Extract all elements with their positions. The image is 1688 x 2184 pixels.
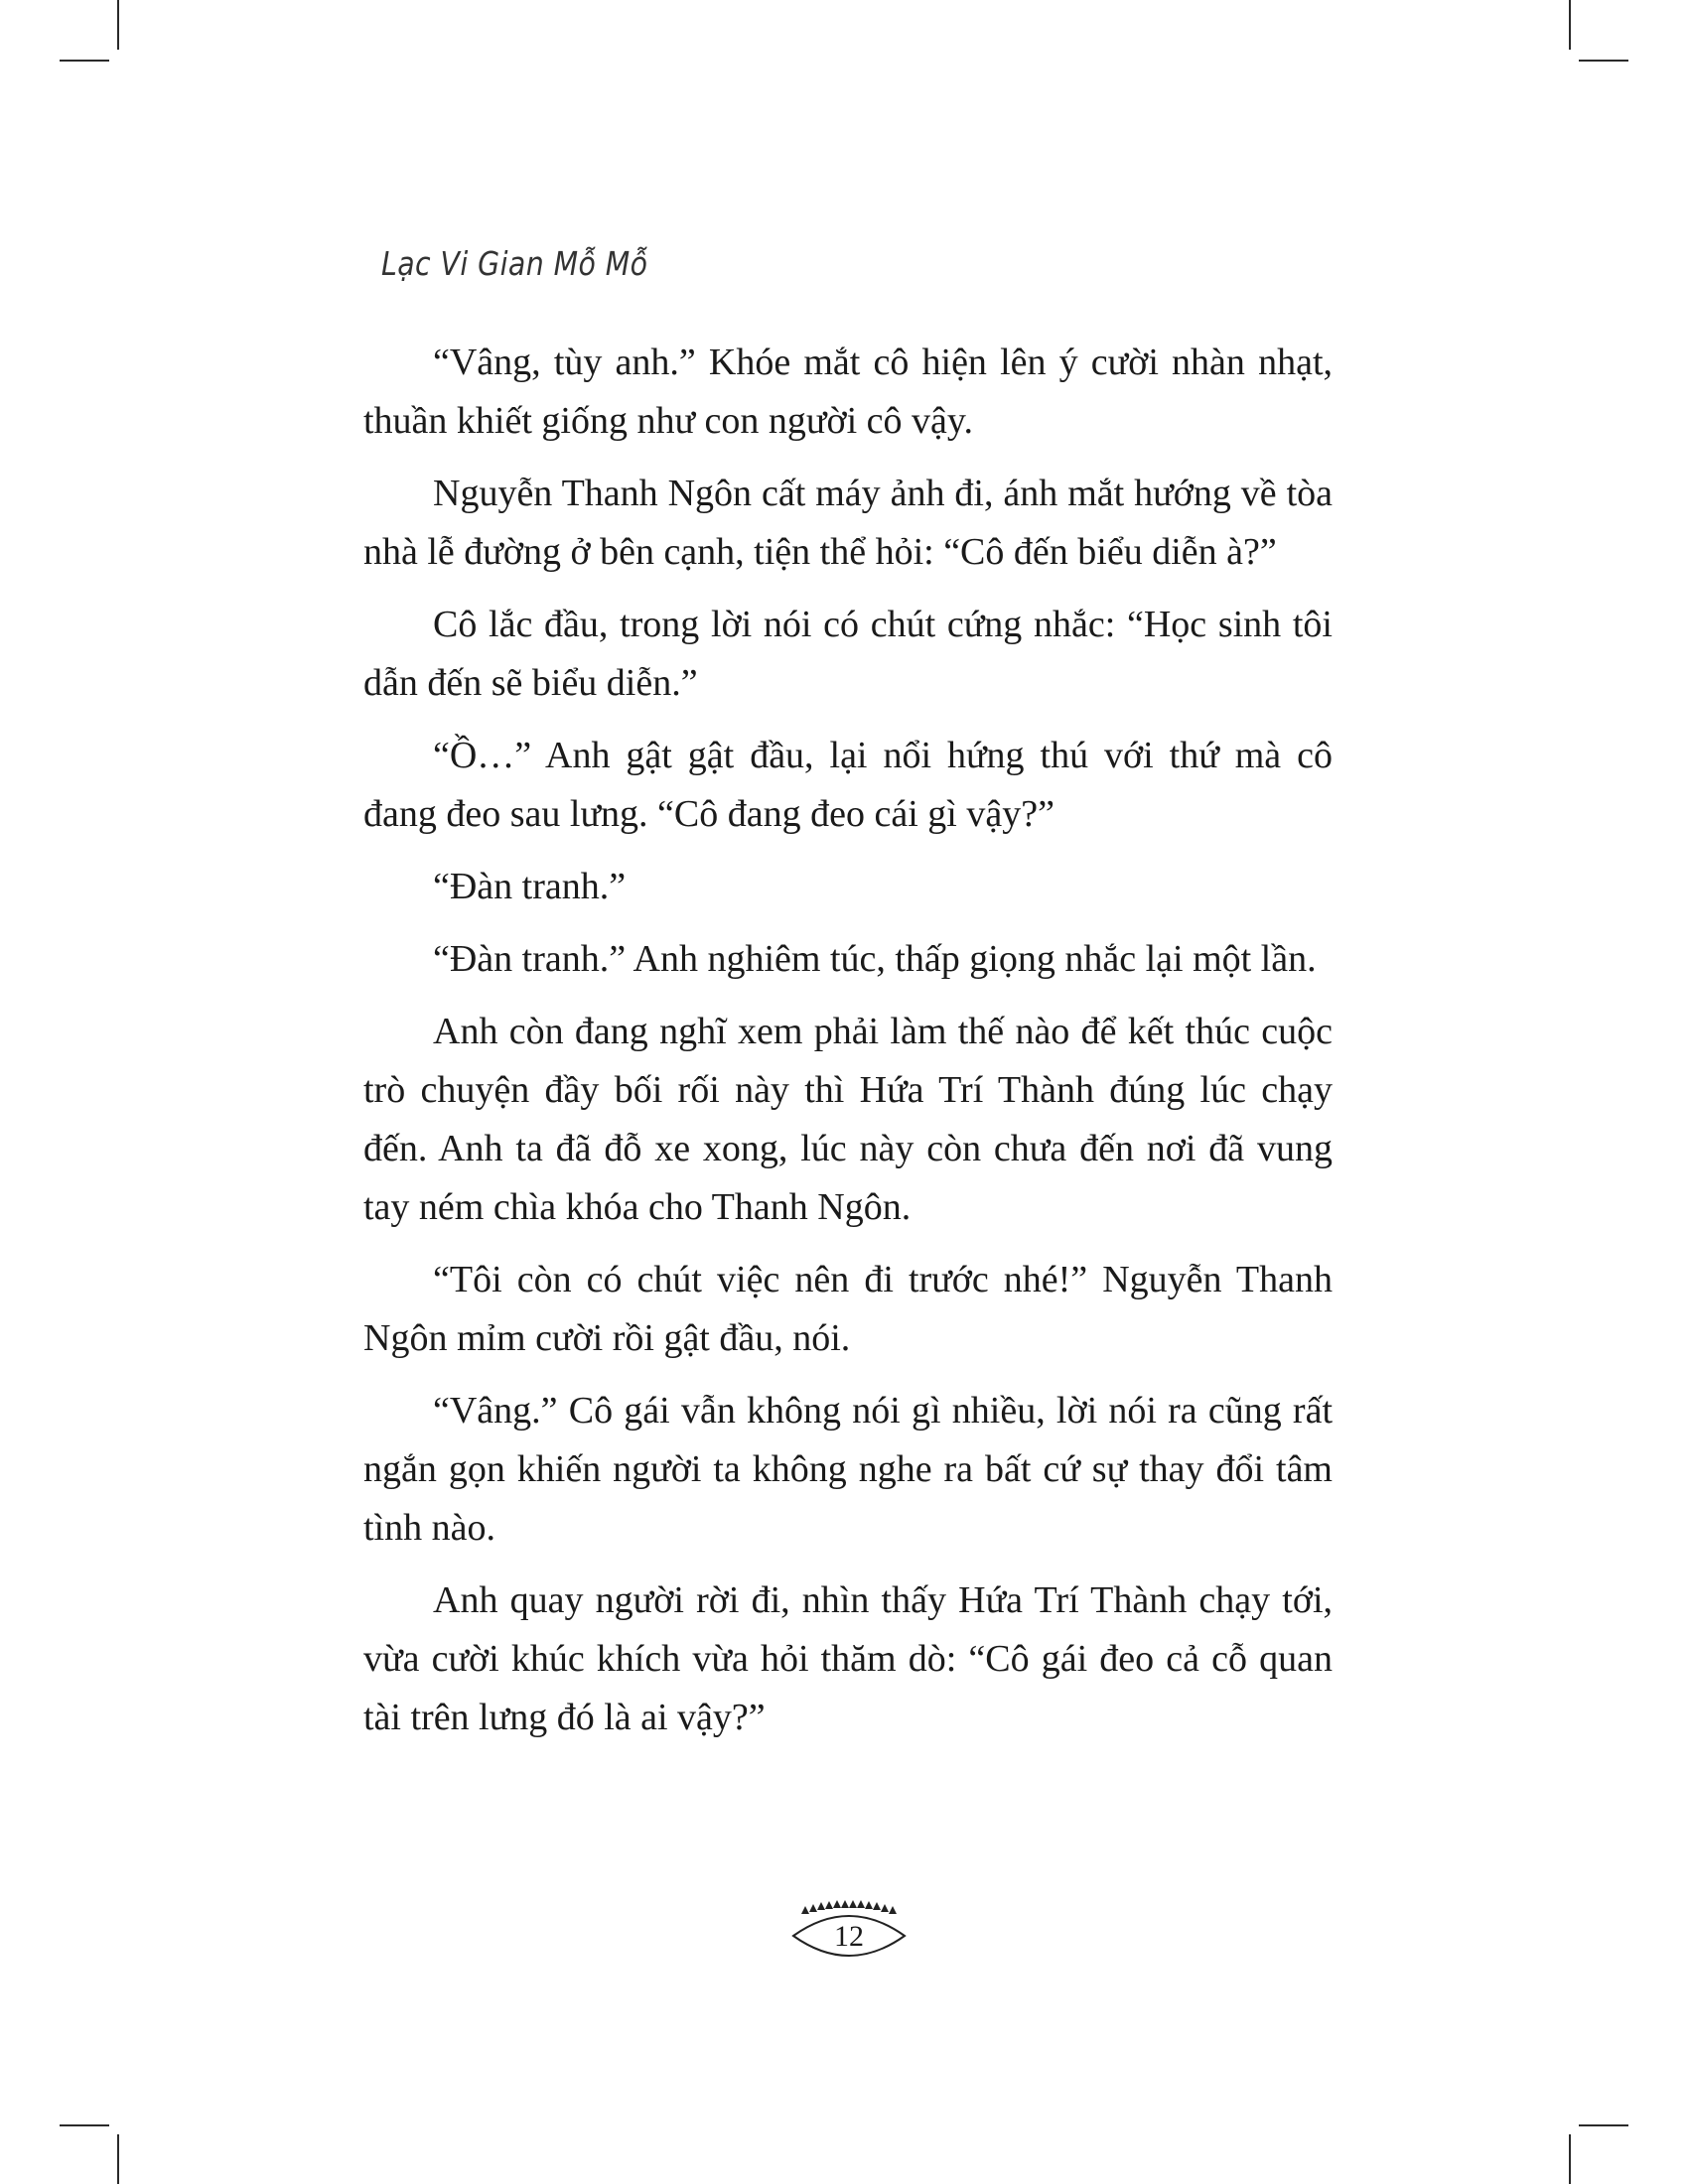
crop-mark-top-left-vertical (117, 0, 119, 50)
running-header: Lạc Vi Gian Mỗ Mỗ (381, 244, 648, 283)
crop-mark-top-right-vertical (1569, 0, 1571, 50)
paragraph: “Vâng, tùy anh.” Khóe mắt cô hiện lên ý cười nhàn nhạt, thuần khiết giống như con người cô vậy. (363, 341, 1333, 442)
paragraph: “Tôi còn có chút việc nên đi trước nhé!” Nguyễn Thanh Ngôn mỉm cười rồi gật đầu, nói. (363, 1259, 1333, 1359)
body-text (363, 334, 1333, 1761)
paragraph: Anh còn đang nghĩ xem phải làm thế nào để kết thúc cuộc trò chuyện đầy bối rối này thì Hứa Trí Thành đúng lúc chạy đến. Anh ta đã đỗ xe xong, lúc này còn chưa đến nơi đã vung tay ném chìa khóa cho Thanh Ngôn. (363, 1011, 1333, 1228)
crop-mark-bottom-left-vertical (117, 2134, 119, 2184)
paragraph: “Đàn tranh.” (433, 866, 627, 907)
page-number: 12 (834, 1920, 864, 1953)
paragraph: “Đàn tranh.” Anh nghiêm túc, thấp giọng nhắc lại một lần. (433, 938, 1317, 980)
crop-mark-bottom-right-horizontal (1579, 2124, 1628, 2126)
paragraph: Cô lắc đầu, trong lời nói có chút cứng nhắc: “Học sinh tôi dẫn đến sẽ biểu diễn.” (363, 604, 1333, 704)
paragraph: Nguyễn Thanh Ngôn cất máy ảnh đi, ánh mắt hướng về tòa nhà lễ đường ở bên cạnh, tiện thể hỏi: “Cô đến biểu diễn à?” (363, 473, 1333, 573)
paragraph: “Vâng.” Cô gái vẫn không nói gì nhiều, lời nói ra cũng rất ngắn gọn khiến người ta không nghe ra bất cứ sự thay đổi tâm tình nào. (363, 1390, 1333, 1549)
page-folio (789, 1892, 909, 1968)
crop-mark-bottom-left-horizontal (60, 2124, 109, 2126)
crop-mark-top-right-horizontal (1579, 60, 1628, 62)
crop-mark-bottom-right-vertical (1569, 2134, 1571, 2184)
crop-mark-top-left-horizontal (60, 60, 109, 62)
paragraph: Anh quay người rời đi, nhìn thấy Hứa Trí Thành chạy tới, vừa cười khúc khích vừa hỏi thăm dò: “Cô gái đeo cả cỗ quan tài trên lưng đó là ai vậy?” (363, 1579, 1333, 1738)
paragraph: “Ồ…” Anh gật gật đầu, lại nổi hứng thú với thứ mà cô đang đeo sau lưng. “Cô đang đeo cái gì vậy?” (363, 735, 1333, 835)
